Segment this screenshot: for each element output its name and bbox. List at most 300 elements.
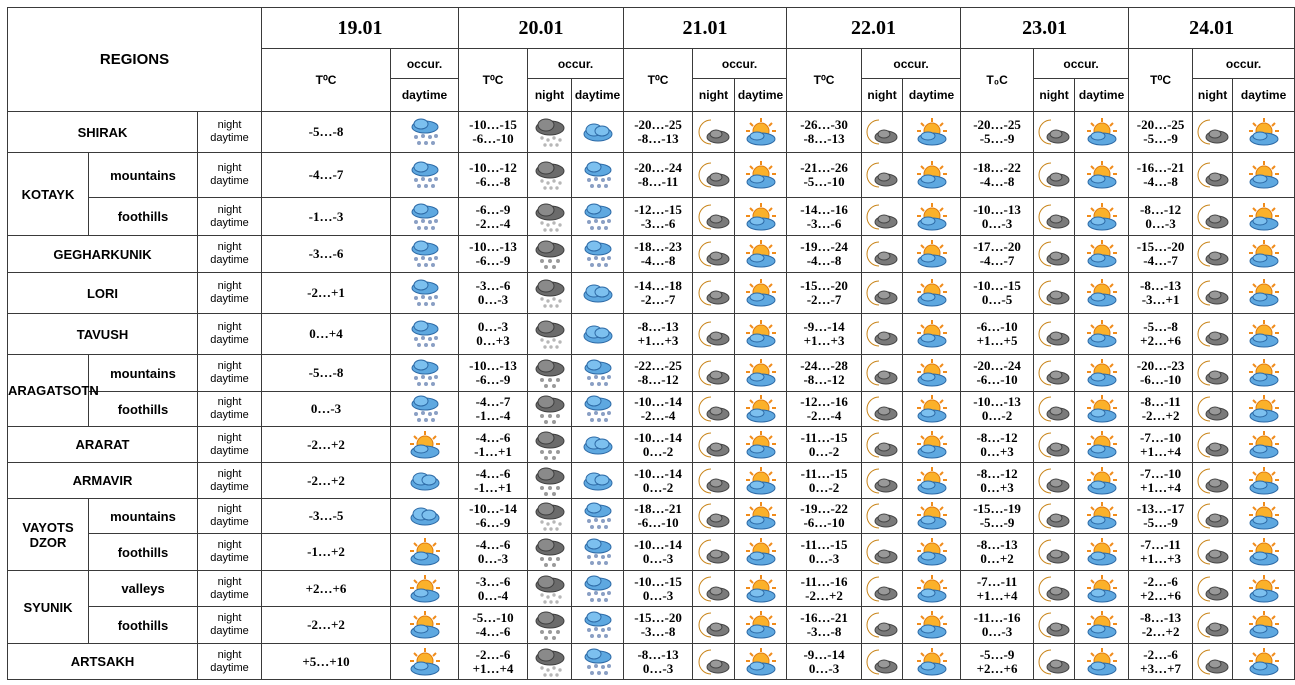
- temperature-range: [459, 236, 528, 273]
- moon-cloud-icon: [865, 430, 899, 460]
- dark-cloud-icon: [528, 392, 572, 427]
- region-name: VAYOTS DZOR: [8, 499, 89, 571]
- night-label: night: [217, 612, 242, 624]
- sun-cloud-icon: [915, 647, 949, 677]
- sun-cloud-icon: [1247, 394, 1281, 424]
- day-temperature: +1…+4: [1140, 443, 1181, 459]
- table-row: [8, 273, 1295, 314]
- day-temperature: 0…-3: [477, 551, 509, 566]
- occur-header: occur.: [693, 49, 787, 79]
- dark-cloud-icon: [533, 429, 567, 461]
- cloud-icon: [408, 501, 442, 531]
- sun-cloud-icon: [915, 319, 949, 349]
- snow-cloud-icon: [572, 571, 624, 607]
- night-temperature: -7…-11: [1140, 537, 1181, 552]
- moon-cloud-icon: [697, 117, 731, 147]
- sun-cloud-icon: [408, 574, 442, 604]
- sun-cloud-icon: [903, 273, 961, 314]
- sun-cloud-icon: [735, 463, 787, 499]
- temperature-range: [1129, 273, 1193, 314]
- day-temperature: 0…-5: [981, 292, 1013, 307]
- sun-cloud-icon: [1233, 198, 1295, 236]
- temperature-range: [787, 571, 862, 607]
- sun-cloud-icon: [1247, 239, 1281, 269]
- cloud-icon: [572, 314, 624, 355]
- sun-cloud-icon: [744, 160, 778, 190]
- moon-cloud-icon: [862, 427, 903, 463]
- moon-cloud-icon: [693, 236, 735, 273]
- temperature-range: [624, 314, 693, 355]
- temperature-range: [961, 499, 1034, 534]
- moon-cloud-icon: [1037, 319, 1071, 349]
- sun-cloud-icon: [744, 319, 778, 349]
- moon-cloud-icon: [1034, 463, 1075, 499]
- temp-header: T⁰C: [262, 49, 391, 112]
- time-label: [198, 355, 262, 392]
- night-label: night: [217, 203, 242, 216]
- moon-cloud-icon: [1193, 392, 1233, 427]
- night-temperature: -20…-23: [1136, 358, 1185, 373]
- night-label: night: [217, 539, 242, 551]
- moon-cloud-icon: [1196, 239, 1230, 269]
- moon-cloud-icon: [697, 537, 731, 567]
- night-temperature: -22…-25: [634, 358, 682, 373]
- temperature-range: [1129, 198, 1193, 236]
- daytime-label: daytime: [210, 552, 249, 564]
- moon-cloud-icon: [862, 571, 903, 607]
- sun-cloud-icon: [735, 392, 787, 427]
- time-label: [198, 499, 262, 534]
- snow-cloud-icon: [391, 355, 459, 392]
- moon-cloud-icon: [1193, 534, 1233, 571]
- sun-cloud-icon: [1247, 160, 1281, 190]
- moon-cloud-icon: [1037, 574, 1071, 604]
- moon-cloud-icon: [697, 394, 731, 424]
- moon-cloud-icon: [1193, 198, 1233, 236]
- moon-cloud-icon: [865, 278, 899, 308]
- sun-cloud-icon: [903, 392, 961, 427]
- dark-cloud-icon: [533, 609, 567, 641]
- snow-cloud-icon: [408, 238, 442, 270]
- moon-cloud-icon: [693, 499, 735, 534]
- moon-cloud-icon: [865, 647, 899, 677]
- temperature-range: [787, 607, 862, 644]
- cloud-icon: [581, 466, 615, 496]
- temperature-range: [1129, 427, 1193, 463]
- moon-cloud-icon: [693, 273, 735, 314]
- day-temperature: +1…+5: [976, 333, 1018, 348]
- moon-cloud-icon: [862, 314, 903, 355]
- night-temperature: -8…-13: [637, 319, 679, 334]
- temperature-range: [459, 571, 528, 607]
- night-header: night: [1193, 79, 1233, 112]
- temperature-range: [624, 273, 693, 314]
- sun-cloud-icon: [744, 117, 778, 147]
- night-temperature: -10…-15: [973, 278, 1021, 293]
- day-temperature: -6…-9: [475, 372, 511, 387]
- sun-cloud-icon: [744, 466, 778, 496]
- daytime-label: daytime: [210, 588, 249, 601]
- night-temperature: -10…-14: [634, 465, 682, 481]
- moon-cloud-icon: [1034, 153, 1075, 198]
- night-temperature: -14…-18: [634, 278, 682, 293]
- temperature-range: [961, 392, 1034, 427]
- snow-cloud-icon: [391, 236, 459, 273]
- moon-cloud-icon: [865, 319, 899, 349]
- night-header: night: [528, 79, 572, 112]
- snow-cloud-icon: [572, 355, 624, 392]
- temperature-range: [459, 314, 528, 355]
- day-temperature: -4…-7: [1143, 253, 1178, 268]
- sun-cloud-icon: [1233, 112, 1295, 153]
- daytime-label: daytime: [210, 334, 249, 346]
- subregion-name: foothills: [89, 607, 198, 644]
- night-temperature: -8…-13: [1139, 278, 1182, 293]
- dark-cloud-icon: [528, 427, 572, 463]
- moon-cloud-icon: [865, 202, 899, 232]
- sun-cloud-icon: [1085, 358, 1119, 388]
- temp-header: T⁰C: [1129, 49, 1193, 112]
- time-label: [198, 463, 262, 499]
- sun-cloud-icon: [735, 153, 787, 198]
- sun-cloud-icon: [735, 571, 787, 607]
- night-temperature: -4…-6: [475, 465, 511, 481]
- day-temperature: 0…-3: [642, 551, 674, 566]
- snow-cloud-icon: [572, 198, 624, 236]
- region-name: ARTSAKH: [8, 644, 198, 680]
- temperature-range: [1129, 534, 1193, 571]
- sun-cloud-icon: [1085, 647, 1119, 677]
- subregion-name: foothills: [89, 534, 198, 571]
- night-label: night: [217, 280, 242, 292]
- sun-cloud-icon: [1247, 537, 1281, 567]
- temperature-range: [459, 355, 528, 392]
- snow-dark-cloud-icon: [528, 499, 572, 534]
- moon-cloud-icon: [693, 607, 735, 644]
- moon-cloud-icon: [697, 358, 731, 388]
- snow-cloud-icon: [391, 273, 459, 314]
- sun-cloud-icon: [744, 202, 778, 232]
- moon-cloud-icon: [693, 463, 735, 499]
- temperature-range: [459, 153, 528, 198]
- moon-cloud-icon: [697, 647, 731, 677]
- sun-cloud-icon: [1233, 534, 1295, 571]
- sun-cloud-icon: [1247, 358, 1281, 388]
- snow-dark-cloud-icon: [528, 198, 572, 236]
- temperature-range: [624, 427, 693, 463]
- night-temperature: -11…-16: [973, 610, 1021, 625]
- dark-cloud-icon: [533, 357, 567, 389]
- moon-cloud-icon: [1037, 430, 1071, 460]
- moon-cloud-icon: [1037, 239, 1071, 269]
- subregion-name: foothills: [89, 392, 198, 427]
- sun-cloud-icon: [903, 112, 961, 153]
- moon-cloud-icon: [865, 574, 899, 604]
- moon-cloud-icon: [1196, 610, 1230, 640]
- table-row: [8, 534, 1295, 571]
- night-temperature: -16…-21: [800, 610, 848, 625]
- sun-cloud-icon: [735, 355, 787, 392]
- day-temperature: -6…-8: [475, 174, 511, 189]
- sun-cloud-icon: [1247, 278, 1281, 308]
- day-temperature: -6…-10: [1139, 372, 1182, 387]
- sun-cloud-icon: [915, 394, 949, 424]
- time-label: [198, 273, 262, 314]
- night-temperature: -11…-15: [800, 537, 848, 552]
- moon-cloud-icon: [865, 358, 899, 388]
- night-temperature: -10…-13: [973, 201, 1021, 217]
- cloud-icon: [572, 463, 624, 499]
- sun-cloud-icon: [915, 430, 949, 460]
- temperature-range: [1129, 499, 1193, 534]
- sun-cloud-icon: [408, 610, 442, 640]
- moon-cloud-icon: [1037, 117, 1071, 147]
- snow-dark-cloud-icon: [528, 571, 572, 607]
- sun-cloud-icon: [735, 607, 787, 644]
- night-label: night: [217, 503, 242, 515]
- night-header: night: [693, 79, 735, 112]
- moon-cloud-icon: [1037, 358, 1071, 388]
- night-temperature: -5…-8: [1143, 319, 1178, 334]
- sun-cloud-icon: [1075, 112, 1129, 153]
- day-temperature: +1…+3: [1140, 551, 1181, 566]
- sun-cloud-icon: [391, 427, 459, 463]
- night-temperature: -12…-15: [634, 201, 682, 217]
- sun-cloud-icon: [744, 574, 778, 604]
- moon-cloud-icon: [1034, 427, 1075, 463]
- moon-cloud-icon: [1196, 358, 1230, 388]
- moon-cloud-icon: [1037, 278, 1071, 308]
- day-temperature: 0…-2: [808, 443, 840, 459]
- sun-cloud-icon: [903, 499, 961, 534]
- night-temperature: -2…-6: [1143, 646, 1178, 662]
- region-name: ARARAT: [8, 427, 198, 463]
- moon-cloud-icon: [1193, 355, 1233, 392]
- night-temperature: -17…-20: [973, 239, 1021, 254]
- temperature-range: [787, 236, 862, 273]
- night-temperature: -8…-13: [976, 537, 1018, 552]
- night-temperature: -18…-23: [634, 239, 682, 254]
- moon-cloud-icon: [1034, 355, 1075, 392]
- moon-cloud-icon: [1196, 430, 1230, 460]
- temperature-range: [961, 427, 1034, 463]
- night-temperature: -10…-15: [469, 117, 517, 132]
- snow-cloud-icon: [581, 201, 615, 233]
- moon-cloud-icon: [1034, 112, 1075, 153]
- snow-cloud-icon: [572, 236, 624, 273]
- day-temperature: -3…-6: [640, 215, 676, 231]
- occur-header: occur.: [862, 49, 961, 79]
- sun-cloud-icon: [1075, 607, 1129, 644]
- snow-cloud-icon: [581, 393, 615, 425]
- temperature-range: [961, 112, 1034, 153]
- temperature-value: 0…+4: [262, 314, 391, 355]
- sun-cloud-icon: [1247, 647, 1281, 677]
- night-temperature: -3…-6: [475, 278, 511, 293]
- sun-cloud-icon: [903, 463, 961, 499]
- night-temperature: -10…-15: [634, 573, 682, 589]
- region-name: SYUNIK: [8, 571, 89, 644]
- moon-cloud-icon: [1034, 571, 1075, 607]
- daytime-label: daytime: [210, 661, 249, 674]
- night-temperature: -5…-9: [979, 646, 1015, 662]
- time-label: [198, 198, 262, 236]
- night-label: night: [217, 396, 242, 408]
- moon-cloud-icon: [1193, 463, 1233, 499]
- daytime-label: daytime: [210, 625, 249, 637]
- moon-cloud-icon: [862, 644, 903, 680]
- moon-cloud-icon: [697, 466, 731, 496]
- temperature-value: -2…+2: [262, 607, 391, 644]
- sun-cloud-icon: [1075, 392, 1129, 427]
- sun-cloud-icon: [903, 644, 961, 680]
- moon-cloud-icon: [1037, 160, 1071, 190]
- sun-cloud-icon: [1233, 314, 1295, 355]
- night-label: night: [217, 321, 242, 333]
- dark-cloud-icon: [528, 463, 572, 499]
- moon-cloud-icon: [1193, 236, 1233, 273]
- day-temperature: -4…-8: [640, 253, 676, 268]
- snow-cloud-icon: [572, 392, 624, 427]
- night-temperature: -13…-17: [1136, 501, 1185, 516]
- day-temperature: -1…-4: [475, 408, 511, 423]
- sun-cloud-icon: [1085, 278, 1119, 308]
- day-temperature: 0…-3: [981, 624, 1013, 639]
- cloud-icon: [581, 117, 615, 147]
- sun-cloud-icon: [735, 236, 787, 273]
- moon-cloud-icon: [697, 501, 731, 531]
- temperature-value: -5…-8: [262, 355, 391, 392]
- cloud-icon: [572, 273, 624, 314]
- time-label: [198, 607, 262, 644]
- moon-cloud-icon: [1196, 278, 1230, 308]
- temperature-range: [961, 236, 1034, 273]
- daytime-label: daytime: [210, 516, 249, 528]
- temperature-range: [787, 392, 862, 427]
- snow-dark-cloud-icon: [528, 112, 572, 153]
- sun-cloud-icon: [1233, 355, 1295, 392]
- sun-cloud-icon: [1233, 499, 1295, 534]
- temperature-range: [961, 273, 1034, 314]
- moon-cloud-icon: [1196, 117, 1230, 147]
- sun-cloud-icon: [903, 314, 961, 355]
- sun-cloud-icon: [1247, 501, 1281, 531]
- sun-cloud-icon: [744, 430, 778, 460]
- temp-header: T⁰C: [624, 49, 693, 112]
- moon-cloud-icon: [693, 355, 735, 392]
- sun-cloud-icon: [1247, 574, 1281, 604]
- sun-cloud-icon: [1085, 501, 1119, 531]
- sun-cloud-icon: [903, 153, 961, 198]
- date-header: 19.01: [262, 8, 459, 49]
- sun-cloud-icon: [1247, 430, 1281, 460]
- temperature-range: [459, 273, 528, 314]
- snow-cloud-icon: [581, 500, 615, 532]
- night-temperature: -10…-12: [469, 160, 517, 175]
- temperature-range: [459, 499, 528, 534]
- moon-cloud-icon: [862, 236, 903, 273]
- day-temperature: 0…-3: [808, 660, 840, 676]
- day-temperature: -2…-4: [475, 215, 511, 231]
- day-temperature: 0…-4: [477, 587, 509, 603]
- sun-cloud-icon: [1085, 394, 1119, 424]
- day-temperature: -2…+2: [1141, 624, 1180, 639]
- day-temperature: -5…-9: [979, 515, 1015, 530]
- moon-cloud-icon: [862, 607, 903, 644]
- sun-cloud-icon: [744, 278, 778, 308]
- temperature-range: [1129, 314, 1193, 355]
- cloud-icon: [408, 466, 442, 496]
- day-temperature: -2…+2: [805, 587, 843, 603]
- time-label: [198, 112, 262, 153]
- day-temperature: +1…+4: [976, 587, 1018, 603]
- table-row: [8, 236, 1295, 273]
- daytime-label: daytime: [210, 175, 249, 187]
- day-temperature: -6…-10: [472, 131, 514, 146]
- subregion-name: mountains: [89, 499, 198, 534]
- day-temperature: -3…-8: [640, 624, 676, 639]
- night-temperature: -9…-14: [803, 319, 845, 334]
- moon-cloud-icon: [862, 392, 903, 427]
- day-temperature: +2…+6: [1140, 333, 1181, 348]
- temperature-range: [1129, 355, 1193, 392]
- sun-cloud-icon: [903, 427, 961, 463]
- sun-cloud-icon: [1075, 644, 1129, 680]
- night-temperature: -12…-16: [800, 394, 848, 409]
- temperature-value: -4…-7: [262, 153, 391, 198]
- snow-cloud-icon: [408, 277, 442, 309]
- daytime-label: daytime: [210, 132, 249, 144]
- snow-dark-cloud-icon: [528, 153, 572, 198]
- table-row: [8, 644, 1295, 680]
- night-temperature: -19…-24: [800, 239, 848, 254]
- date-header: 20.01: [459, 8, 624, 49]
- daytime-header: daytime: [572, 79, 624, 112]
- moon-cloud-icon: [1193, 571, 1233, 607]
- temperature-range: [624, 153, 693, 198]
- day-temperature: -8…-11: [637, 174, 679, 189]
- moon-cloud-icon: [693, 112, 735, 153]
- night-temperature: -10…-14: [469, 501, 517, 516]
- night-temperature: -15…-20: [634, 610, 682, 625]
- sun-cloud-icon: [1075, 153, 1129, 198]
- time-label: [198, 153, 262, 198]
- moon-cloud-icon: [697, 160, 731, 190]
- moon-cloud-icon: [693, 571, 735, 607]
- sun-cloud-icon: [1085, 319, 1119, 349]
- moon-cloud-icon: [697, 574, 731, 604]
- night-temperature: -18…-21: [634, 501, 682, 516]
- day-temperature: -6…-10: [803, 515, 845, 530]
- moon-cloud-icon: [697, 239, 731, 269]
- moon-cloud-icon: [693, 644, 735, 680]
- day-temperature: -1…+1: [474, 479, 512, 495]
- sun-cloud-icon: [391, 534, 459, 571]
- moon-cloud-icon: [865, 466, 899, 496]
- temp-header: T⁰C: [459, 49, 528, 112]
- temperature-range: [624, 607, 693, 644]
- night-temperature: -7…-10: [1139, 429, 1182, 445]
- sun-cloud-icon: [1247, 466, 1281, 496]
- daytime-label: daytime: [210, 373, 249, 385]
- moon-cloud-icon: [865, 117, 899, 147]
- moon-cloud-icon: [1034, 198, 1075, 236]
- subregion-name: foothills: [89, 198, 198, 236]
- sun-cloud-icon: [735, 198, 787, 236]
- temperature-range: [624, 644, 693, 680]
- moon-cloud-icon: [1196, 160, 1230, 190]
- sun-cloud-icon: [1233, 392, 1295, 427]
